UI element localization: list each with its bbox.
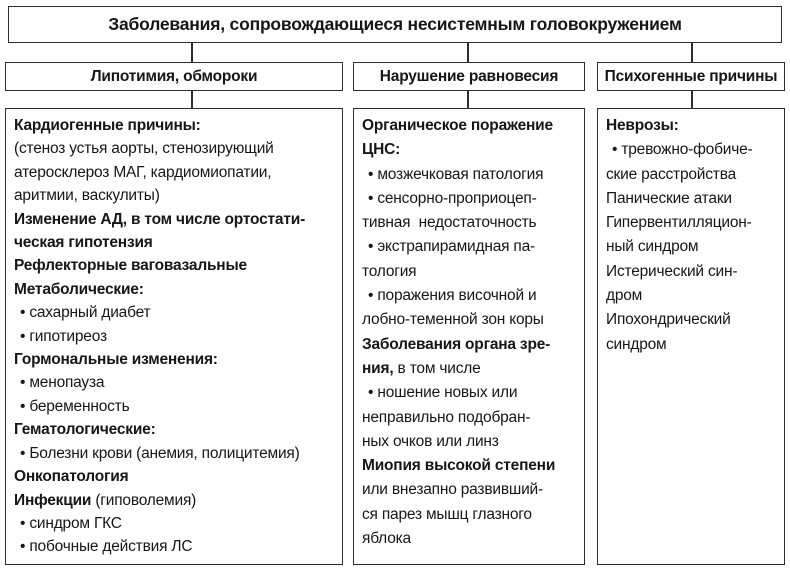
text-line bbox=[606, 138, 776, 162]
text-line bbox=[606, 284, 776, 308]
text-line bbox=[362, 284, 576, 308]
text-segment: синдром bbox=[606, 335, 667, 353]
text-segment-bold: Метаболические: bbox=[14, 280, 144, 298]
content-box-balance bbox=[353, 108, 585, 565]
text-line bbox=[362, 527, 576, 551]
text-segment-bold: Гематологические: bbox=[14, 421, 156, 439]
text-line bbox=[606, 308, 776, 332]
text-line bbox=[362, 406, 576, 430]
text-line bbox=[362, 114, 576, 138]
text-line bbox=[362, 211, 576, 235]
text-segment: • побочные действия ЛС bbox=[20, 538, 193, 556]
branch-box-balance bbox=[353, 62, 585, 91]
text-segment: • синдром ГКС bbox=[20, 514, 122, 532]
branch-box-lipotimia bbox=[5, 62, 343, 91]
text-segment: тология bbox=[362, 262, 417, 280]
text-segment: • Болезни крови (анемия, полицитемия) bbox=[20, 444, 300, 462]
text-line bbox=[14, 184, 334, 207]
content-box-psychogenic bbox=[597, 108, 785, 565]
text-line bbox=[606, 235, 776, 259]
text-segment: • менопауза bbox=[20, 374, 105, 392]
text-line bbox=[362, 260, 576, 284]
text-segment: аритмии, васкулиты) bbox=[14, 187, 160, 205]
text-line bbox=[606, 163, 776, 187]
branch-label-balance: Нарушение равновесия bbox=[379, 67, 559, 85]
text-line bbox=[14, 512, 334, 535]
text-segment: или внезапно развивший- bbox=[362, 481, 543, 499]
text-segment-bold: Неврозы: bbox=[606, 117, 679, 134]
branch-label-psychogenic: Психогенные причины bbox=[604, 67, 778, 85]
connector-line-branch-1-to-content bbox=[191, 91, 193, 108]
text-segment: ся парез мышц глазного bbox=[362, 505, 532, 523]
text-line bbox=[14, 301, 334, 324]
connector-line-branch-2-to-content bbox=[467, 91, 469, 108]
text-segment-bold: Рефлекторные ваговазальные bbox=[14, 257, 247, 275]
text-segment: • гипотиреоз bbox=[20, 327, 107, 345]
text-segment: ный синдром bbox=[606, 238, 699, 256]
text-line bbox=[606, 260, 776, 284]
text-segment: (гиповолемия) bbox=[95, 491, 197, 509]
text-line bbox=[14, 442, 334, 465]
text-line bbox=[14, 395, 334, 418]
text-segment: яблока bbox=[362, 530, 411, 548]
text-segment: дром bbox=[606, 287, 643, 305]
text-line bbox=[14, 465, 334, 488]
text-line bbox=[14, 231, 334, 254]
text-segment: • сенсорно-проприоцеп- bbox=[368, 189, 537, 207]
text-segment-bold: Заболевания органа зре- bbox=[362, 335, 551, 353]
text-segment: • беременность bbox=[20, 397, 130, 415]
text-line bbox=[362, 138, 576, 162]
text-line bbox=[362, 187, 576, 211]
text-segment: • ношение новых или bbox=[368, 384, 518, 402]
text-segment: ские расстройства bbox=[606, 165, 736, 183]
text-line bbox=[606, 187, 776, 211]
text-segment: тивная недостаточность bbox=[362, 214, 537, 232]
text-segment-bold: Инфекции bbox=[14, 491, 96, 509]
diagram-title-box bbox=[8, 6, 782, 43]
text-line bbox=[14, 418, 334, 441]
text-segment: • мозжечковая патология bbox=[368, 165, 544, 183]
text-line bbox=[14, 137, 334, 160]
text-line bbox=[606, 211, 776, 235]
text-segment-bold: Онкопатология bbox=[14, 468, 129, 486]
text-segment-bold: ЦНС: bbox=[362, 141, 401, 159]
text-segment: Истерический син- bbox=[606, 262, 738, 280]
text-segment: Ипохондрический bbox=[606, 311, 731, 329]
text-segment: лобно-теменной зон коры bbox=[362, 311, 544, 329]
text-segment: Панические атаки bbox=[606, 189, 732, 207]
text-line bbox=[14, 254, 334, 277]
text-segment: атеросклероз МАГ, кардиомиопатии, bbox=[14, 163, 272, 181]
text-segment-bold: Миопия высокой степени bbox=[362, 457, 556, 475]
diagram-title: Заболевания, сопровождающиеся несистемным головокружением bbox=[108, 14, 682, 34]
text-line bbox=[14, 161, 334, 184]
text-segment-bold: Гормональные изменения: bbox=[14, 351, 218, 369]
connector-line-title-to-branch-1 bbox=[191, 43, 193, 62]
text-line bbox=[14, 535, 334, 558]
text-segment: (стеноз устья аорты, стенозирующий bbox=[14, 140, 274, 158]
text-segment: в том числе bbox=[393, 359, 481, 377]
text-line bbox=[606, 114, 776, 138]
text-line bbox=[362, 381, 576, 405]
connector-line-title-to-branch-2 bbox=[467, 43, 469, 62]
connector-line-branch-3-to-content bbox=[691, 91, 693, 108]
text-line bbox=[362, 454, 576, 478]
text-line bbox=[14, 325, 334, 348]
text-segment: неправильно подобран- bbox=[362, 408, 531, 426]
branch-label-lipotimia: Липотимия, обмороки bbox=[90, 67, 258, 85]
connector-line-title-to-branch-3 bbox=[691, 43, 693, 62]
text-line bbox=[14, 371, 334, 394]
text-segment-bold: Изменение АД, в том числе ортостати- bbox=[14, 210, 306, 228]
text-line bbox=[606, 333, 776, 357]
text-line bbox=[362, 430, 576, 454]
text-line bbox=[362, 235, 576, 259]
text-line bbox=[362, 357, 576, 381]
text-segment-bold: Кардиогенные причины: bbox=[14, 117, 201, 134]
text-line bbox=[362, 163, 576, 187]
text-segment: • тревожно-фобиче- bbox=[612, 141, 753, 159]
text-line bbox=[362, 478, 576, 502]
text-segment: ных очков или линз bbox=[362, 432, 499, 450]
text-segment: Гипервентилляцион- bbox=[606, 214, 752, 232]
text-line bbox=[14, 278, 334, 301]
content-box-lipotimia bbox=[5, 108, 343, 565]
text-line bbox=[362, 333, 576, 357]
text-segment-bold: ния, bbox=[362, 359, 394, 377]
text-line bbox=[14, 114, 334, 137]
text-segment: • поражения височной и bbox=[368, 287, 537, 305]
text-line bbox=[14, 208, 334, 231]
text-segment-bold: ческая гипотензия bbox=[14, 234, 153, 252]
text-segment-bold: Органическое поражение bbox=[362, 117, 553, 134]
text-line bbox=[14, 489, 334, 512]
branch-box-psychogenic bbox=[597, 62, 785, 91]
text-line bbox=[362, 308, 576, 332]
text-segment: • сахарный диабет bbox=[20, 304, 151, 322]
text-segment: • экстрапирамидная па- bbox=[368, 238, 535, 256]
text-line bbox=[362, 503, 576, 527]
text-line bbox=[14, 348, 334, 371]
